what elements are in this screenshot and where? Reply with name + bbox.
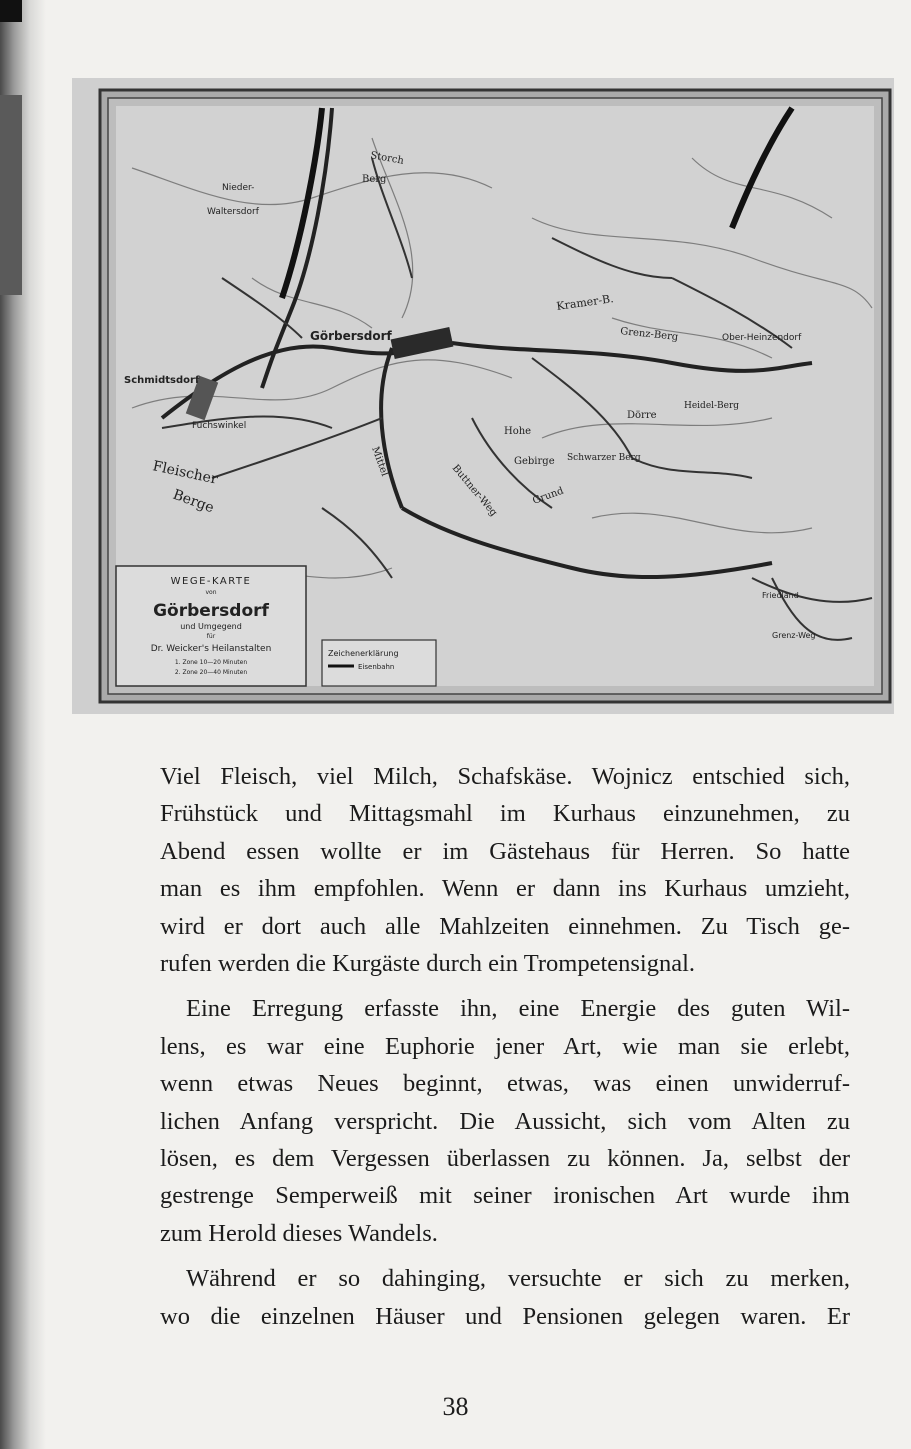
map-legend-title-3: Görbersdorf xyxy=(153,601,269,621)
map-label-fleischer: Fleischer xyxy=(151,458,220,488)
map-label-nieder: Nieder- xyxy=(222,183,255,193)
map-label-goerbersdorf: Görbersdorf xyxy=(310,329,392,343)
map-label-gebirge: Gebirge xyxy=(514,456,555,467)
map-label-hohe: Hohe xyxy=(504,426,532,437)
map-legend-line-2: 2. Zone 20—40 Minuten xyxy=(174,669,248,676)
map-label-storch: Storch xyxy=(369,150,405,167)
text-line: lens, es war eine Euphorie jener Art, wie man sie erlebt, xyxy=(160,1032,850,1060)
text-line: man es ihm empfohlen. Wenn er dann ins Kurhaus umzieht, xyxy=(160,875,850,903)
text-line: Frühstück und Mittagsmahl im Kurhaus einzunehmen, zu xyxy=(160,800,850,828)
map-label-schmidtsdorf: Schmidtsdorf xyxy=(124,375,200,386)
map-label-ober-heinzendorf: Ober-Heinzendorf xyxy=(722,333,802,343)
text-line: lösen, es dem Vergessen überlassen zu können. Ja, selbst der xyxy=(160,1145,850,1173)
map-label-heidel-berg: Heidel-Berg xyxy=(684,401,740,411)
map-label-grenz-weg: Grenz-Weg xyxy=(772,631,816,640)
text-line: Während er so dahinging, versuchte er sich zu merken, xyxy=(186,1265,850,1293)
binding-mark xyxy=(0,95,22,295)
text-line: wenn etwas Neues beginnt, etwas, was einen unwiderruf- xyxy=(160,1070,850,1098)
text-line: wo die einzelnen Häuser und Pensionen gelegen waren. Er xyxy=(160,1302,850,1330)
map-label-grund: Grund xyxy=(531,485,566,507)
paragraph-1 xyxy=(160,758,850,982)
body-text xyxy=(160,758,850,1335)
map-label-berg: Berg xyxy=(362,174,387,185)
map-label-schwarzer-berg: Schwarzer Berg xyxy=(567,453,641,463)
map-label-dorre: Dörre xyxy=(627,410,657,421)
map-label-walteradorf: Waltersdorf xyxy=(207,207,259,217)
text-line: zum Herold dieses Wandels. xyxy=(160,1219,438,1247)
map-label-mittel: Mittel xyxy=(369,445,390,478)
map-label-buttner-weg: Buttner-Weg xyxy=(449,462,500,519)
map-label-grenzberg: Grenz-Berg xyxy=(619,326,679,344)
map-legend-title-4: und Umgegend xyxy=(180,622,242,631)
map-figure xyxy=(72,78,894,714)
text-line: Viel Fleisch, viel Milch, Schafskäse. Wojnicz entschied sich, xyxy=(160,763,850,790)
text-line: gestrenge Semperweiß mit seiner ironischen Art wurde ihm xyxy=(160,1182,850,1210)
text-line: lichen Anfang verspricht. Die Aussicht, sich vom Alten zu xyxy=(160,1107,850,1135)
map-legend-title-2: von xyxy=(205,589,217,596)
text-line: Abend essen wollte er im Gästehaus für Herren. So hatte xyxy=(160,837,850,865)
binding-mark xyxy=(0,0,22,22)
text-line: wird er dort auch alle Mahlzeiten einnehmen. Zu Tisch ge- xyxy=(160,912,850,940)
map-label-berge: Berge xyxy=(170,486,217,517)
map-illustration xyxy=(72,78,894,714)
paragraph-3 xyxy=(160,1260,850,1335)
text-line: Eine Erregung erfasste ihn, eine Energie des guten Wil- xyxy=(186,995,850,1023)
map-label-kramer: Kramer-B. xyxy=(555,292,615,313)
paragraph-2 xyxy=(160,990,850,1252)
text-line: rufen werden die Kurgäste durch ein Trompetensignal. xyxy=(160,950,696,978)
map-key-line: Eisenbahn xyxy=(358,663,395,671)
map-label-fuchswinkel: Fuchswinkel xyxy=(192,421,247,431)
map-legend-title-5: für xyxy=(206,633,216,640)
map-label-friedland: Friedland xyxy=(762,591,799,600)
map-key-title: Zeichenerklärung xyxy=(328,649,399,658)
map-legend-title-6: Dr. Weicker's Heilanstalten xyxy=(150,644,272,654)
map-legend-line-1: 1. Zone 10—20 Minuten xyxy=(174,659,248,666)
map-legend-title-1: WEGE-KARTE xyxy=(170,576,252,587)
page-number: 38 xyxy=(442,1392,469,1421)
